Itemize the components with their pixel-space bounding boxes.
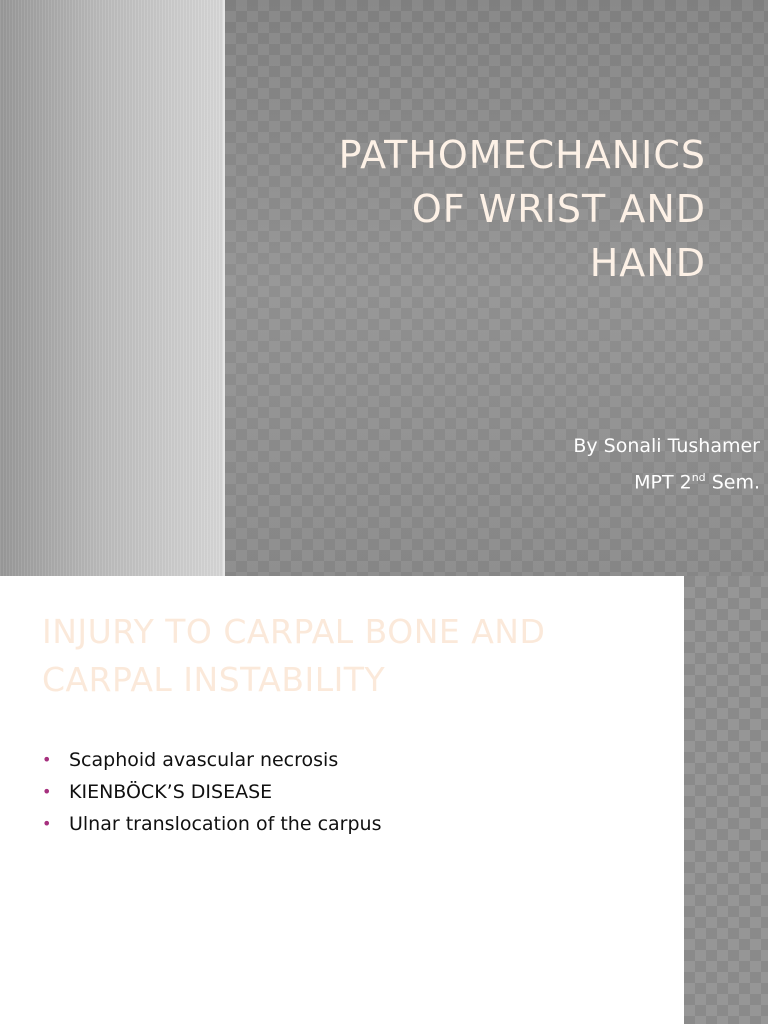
bullet-icon: • (42, 782, 52, 801)
program-prefix: MPT 2 (634, 471, 692, 494)
program-suffix: Sem. (705, 471, 760, 494)
list-item (42, 744, 381, 776)
list-item-text: KIENBÖCK’S DISEASE (69, 781, 273, 803)
author-name: By Sonali Tushamer (573, 435, 760, 457)
bullet-icon: • (42, 814, 52, 833)
list-item (42, 776, 381, 808)
program-superscript: nd (691, 471, 706, 484)
bullet-list (42, 744, 381, 840)
content-slide (0, 576, 768, 1024)
byline (573, 430, 760, 498)
bullet-icon: • (42, 750, 52, 769)
slide-heading: INJURY TO CARPAL BONE AND CARPAL INSTABILITY (42, 612, 546, 699)
presentation-title: PATHOMECHANICS OF WRIST AND HAND (338, 133, 706, 285)
side-pattern-strip (684, 576, 768, 1024)
left-gradient-panel (0, 0, 224, 576)
list-item-text: Ulnar translocation of the carpus (69, 813, 382, 835)
program-info (573, 462, 760, 498)
list-item-text: Scaphoid avascular necrosis (69, 749, 339, 771)
list-item (42, 808, 381, 840)
